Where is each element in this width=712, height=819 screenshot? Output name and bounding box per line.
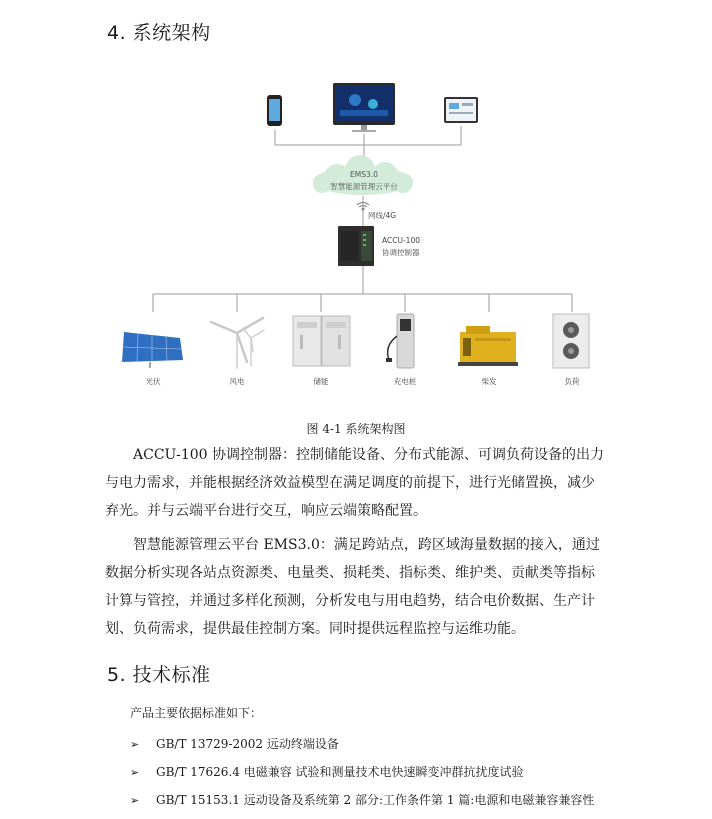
paragraph-line: 弃光。并与云端平台进行交互，响应云端策略配置。	[105, 503, 427, 519]
standard-text: GB/T 17626.4 电磁兼容 试验和测量技术电快速瞬变冲群抗扰度试验	[156, 765, 524, 779]
paragraph-line: 与电力需求，并能根据经济效益模型在满足调度的前提下，进行光储置换，减少	[105, 475, 595, 491]
device-label-storage: 储能	[313, 377, 329, 386]
paragraph-line: 划、负荷需求，提供最佳控制方案。同时提供远程监控与运维功能。	[105, 621, 525, 637]
controller-label-line2: 协调控制器	[382, 248, 420, 257]
storage-cabinet-icon	[293, 316, 350, 366]
paragraph-line: 智慧能源管理云平台 EMS3.0：满足跨站点，跨区域海量数据的接入，通过	[133, 537, 600, 553]
controller-label-line1: ACCU-100	[382, 236, 420, 245]
cloud-label-line1: EMS3.0	[350, 170, 378, 179]
device-label-solar: 光伏	[145, 377, 161, 386]
device-bus-connectors	[153, 266, 572, 312]
standard-item	[130, 763, 524, 780]
paragraph-line: ACCU-100 协调控制器：控制储能设备、分布式能源、可调负荷设备的出力	[133, 447, 604, 463]
solar-panel-icon	[122, 332, 183, 368]
charging-pile-icon	[386, 314, 414, 368]
phone-icon	[267, 95, 282, 126]
bullet-icon: ➢	[130, 766, 140, 779]
network-label: 网线/4G	[368, 211, 397, 220]
monitor-icon	[333, 83, 395, 132]
device-label-load: 负荷	[564, 377, 580, 386]
paragraph-line: 数据分析实现各站点资源类、电量类、损耗类、指标类、维护类、贡献类等指标	[105, 565, 595, 581]
hvac-load-icon	[553, 314, 589, 368]
paragraph-accu	[105, 441, 605, 525]
controller-icon	[338, 226, 374, 266]
standard-item	[130, 791, 594, 808]
tablet-icon	[444, 97, 478, 123]
standard-text: GB/T 15153.1 远动设备及系统第 2 部分:工作条件第 1 篇:电源和电磁兼容兼容性	[156, 793, 595, 807]
figure-caption: 图 4-1 系统架构图	[306, 422, 406, 436]
standards-intro: 产品主要依据标准如下：	[130, 706, 263, 720]
section-4-title: 4. 系统架构	[107, 22, 211, 44]
section-5-title: 5. 技术标准	[107, 664, 211, 686]
device-label-charger: 充电桩	[393, 377, 417, 386]
paragraph-line: 计算与管控，并通过多样化预测，分析发电与用电趋势，结合电价数据、生产计	[105, 593, 595, 609]
paragraph-ems	[105, 531, 605, 643]
bullet-icon: ➢	[130, 738, 140, 751]
standard-text: GB/T 13729-2002 远动终端设备	[156, 737, 339, 751]
bullet-icon: ➢	[130, 794, 140, 807]
cloud-label-line2: 智慧能源管理云平台	[330, 182, 398, 191]
device-label-wind: 风电	[229, 377, 245, 386]
standard-item	[130, 735, 339, 752]
wind-turbine-icon	[211, 318, 263, 368]
diesel-generator-icon	[458, 326, 518, 366]
device-label-diesel: 柴发	[481, 377, 497, 386]
